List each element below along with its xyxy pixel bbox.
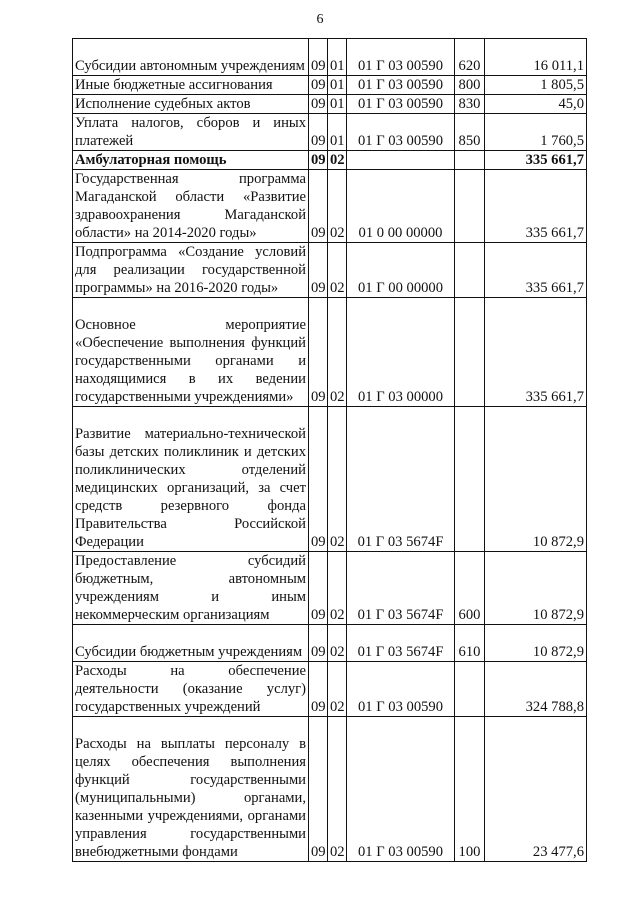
- row-expense-type-cell: 620: [455, 39, 485, 76]
- row-name-cell: Государственная программа Магаданской области «Развитие здравоохранения Магаданской области» на 2014-2020 годы»: [73, 170, 309, 243]
- row-amount-cell: 1 805,5: [485, 76, 587, 95]
- row-expense-type-cell: [455, 170, 485, 243]
- budget-table: [72, 38, 587, 862]
- row-subsection-code-cell: 02: [328, 717, 347, 862]
- row-amount-cell: 335 661,7: [485, 298, 587, 407]
- row-subsection-code-cell: 02: [328, 170, 347, 243]
- row-target-article-cell: 01 Г 03 00590: [347, 717, 455, 862]
- row-section-code-cell: 09: [309, 625, 328, 662]
- row-amount-cell: 10 872,9: [485, 407, 587, 552]
- row-amount-cell: 1 760,5: [485, 114, 587, 151]
- row-name-cell: Предоставление субсидий бюджетным, автономным учреждениям и иным некоммерческим организациям: [73, 552, 309, 625]
- budget-table-body: [73, 39, 587, 862]
- row-subsection-code-cell: 02: [328, 298, 347, 407]
- row-name-cell: Амбулаторная помощь: [73, 151, 309, 170]
- row-section-code-cell: 09: [309, 39, 328, 76]
- row-target-article-cell: [347, 151, 455, 170]
- row-name-cell: Подпрограмма «Создание условий для реализации государственной программы» на 2016-2020 годы»: [73, 243, 309, 298]
- row-amount-cell: 335 661,7: [485, 243, 587, 298]
- row-subsection-code-cell: 02: [328, 552, 347, 625]
- row-expense-type-cell: 600: [455, 552, 485, 625]
- row-section-code-cell: 09: [309, 170, 328, 243]
- row-target-article-cell: 01 Г 03 5674F: [347, 552, 455, 625]
- table-row: [73, 76, 587, 95]
- row-name-cell: Развитие материально-технической базы детских поликлиник и детских поликлинических отделений медицинских организаций, за счет средств резервного фонда Правительства Российской Федерации: [73, 407, 309, 552]
- row-name-cell: Иные бюджетные ассигнования: [73, 76, 309, 95]
- row-amount-cell: 335 661,7: [485, 151, 587, 170]
- row-name-cell: Субсидии автономным учреждениям: [73, 39, 309, 76]
- row-amount-cell: 45,0: [485, 95, 587, 114]
- row-name-cell: Расходы на выплаты персоналу в целях обеспечения выполнения функций государственными (муниципальными) органами, казенными учреждениями, органами управления государственными внебюджетными фондами: [73, 717, 309, 862]
- table-row: [73, 170, 587, 243]
- table-row: [73, 552, 587, 625]
- row-expense-type-cell: [455, 662, 485, 717]
- row-section-code-cell: 09: [309, 298, 328, 407]
- row-subsection-code-cell: 01: [328, 76, 347, 95]
- row-subsection-code-cell: 02: [328, 625, 347, 662]
- row-target-article-cell: 01 Г 03 00590: [347, 662, 455, 717]
- row-target-article-cell: 01 Г 00 00000: [347, 243, 455, 298]
- row-amount-cell: 10 872,9: [485, 625, 587, 662]
- row-name-cell: Основное мероприятие «Обеспечение выполнения функций государственными органами и находящимися в их ведении государственными учреждениями»: [73, 298, 309, 407]
- row-name-cell: Субсидии бюджетным учреждениям: [73, 625, 309, 662]
- row-expense-type-cell: [455, 407, 485, 552]
- row-target-article-cell: 01 0 00 00000: [347, 170, 455, 243]
- row-expense-type-cell: 800: [455, 76, 485, 95]
- table-row: [73, 39, 587, 76]
- table-row: [73, 717, 587, 862]
- table-row: [73, 298, 587, 407]
- row-expense-type-cell: 610: [455, 625, 485, 662]
- row-amount-cell: 335 661,7: [485, 170, 587, 243]
- row-section-code-cell: 09: [309, 114, 328, 151]
- row-expense-type-cell: 830: [455, 95, 485, 114]
- row-subsection-code-cell: 01: [328, 114, 347, 151]
- row-section-code-cell: 09: [309, 151, 328, 170]
- row-amount-cell: 16 011,1: [485, 39, 587, 76]
- row-section-code-cell: 09: [309, 717, 328, 862]
- row-amount-cell: 324 788,8: [485, 662, 587, 717]
- row-section-code-cell: 09: [309, 552, 328, 625]
- row-target-article-cell: 01 Г 03 00590: [347, 39, 455, 76]
- row-expense-type-cell: 100: [455, 717, 485, 862]
- table-row: [73, 625, 587, 662]
- row-section-code-cell: 09: [309, 76, 328, 95]
- row-section-code-cell: 09: [309, 407, 328, 552]
- row-target-article-cell: 01 Г 03 00590: [347, 95, 455, 114]
- row-name-cell: Исполнение судебных актов: [73, 95, 309, 114]
- row-expense-type-cell: [455, 298, 485, 407]
- row-subsection-code-cell: 02: [328, 243, 347, 298]
- row-target-article-cell: 01 Г 03 5674F: [347, 625, 455, 662]
- row-name-cell: Уплата налогов, сборов и иных платежей: [73, 114, 309, 151]
- row-section-code-cell: 09: [309, 95, 328, 114]
- table-row: [73, 662, 587, 717]
- row-subsection-code-cell: 02: [328, 662, 347, 717]
- row-expense-type-cell: [455, 151, 485, 170]
- row-subsection-code-cell: 02: [328, 151, 347, 170]
- table-row: [73, 114, 587, 151]
- table-row: [73, 243, 587, 298]
- row-subsection-code-cell: 01: [328, 95, 347, 114]
- row-target-article-cell: 01 Г 03 00590: [347, 114, 455, 151]
- row-expense-type-cell: 850: [455, 114, 485, 151]
- table-row: [73, 407, 587, 552]
- row-target-article-cell: 01 Г 03 00590: [347, 76, 455, 95]
- table-row: [73, 95, 587, 114]
- row-target-article-cell: 01 Г 03 5674F: [347, 407, 455, 552]
- row-section-code-cell: 09: [309, 243, 328, 298]
- row-section-code-cell: 09: [309, 662, 328, 717]
- table-row: [73, 151, 587, 170]
- page-number: 6: [316, 12, 324, 27]
- row-amount-cell: 23 477,6: [485, 717, 587, 862]
- row-subsection-code-cell: 01: [328, 39, 347, 76]
- row-target-article-cell: 01 Г 03 00000: [347, 298, 455, 407]
- row-expense-type-cell: [455, 243, 485, 298]
- row-subsection-code-cell: 02: [328, 407, 347, 552]
- row-amount-cell: 10 872,9: [485, 552, 587, 625]
- row-name-cell: Расходы на обеспечение деятельности (оказание услуг) государственных учреждений: [73, 662, 309, 717]
